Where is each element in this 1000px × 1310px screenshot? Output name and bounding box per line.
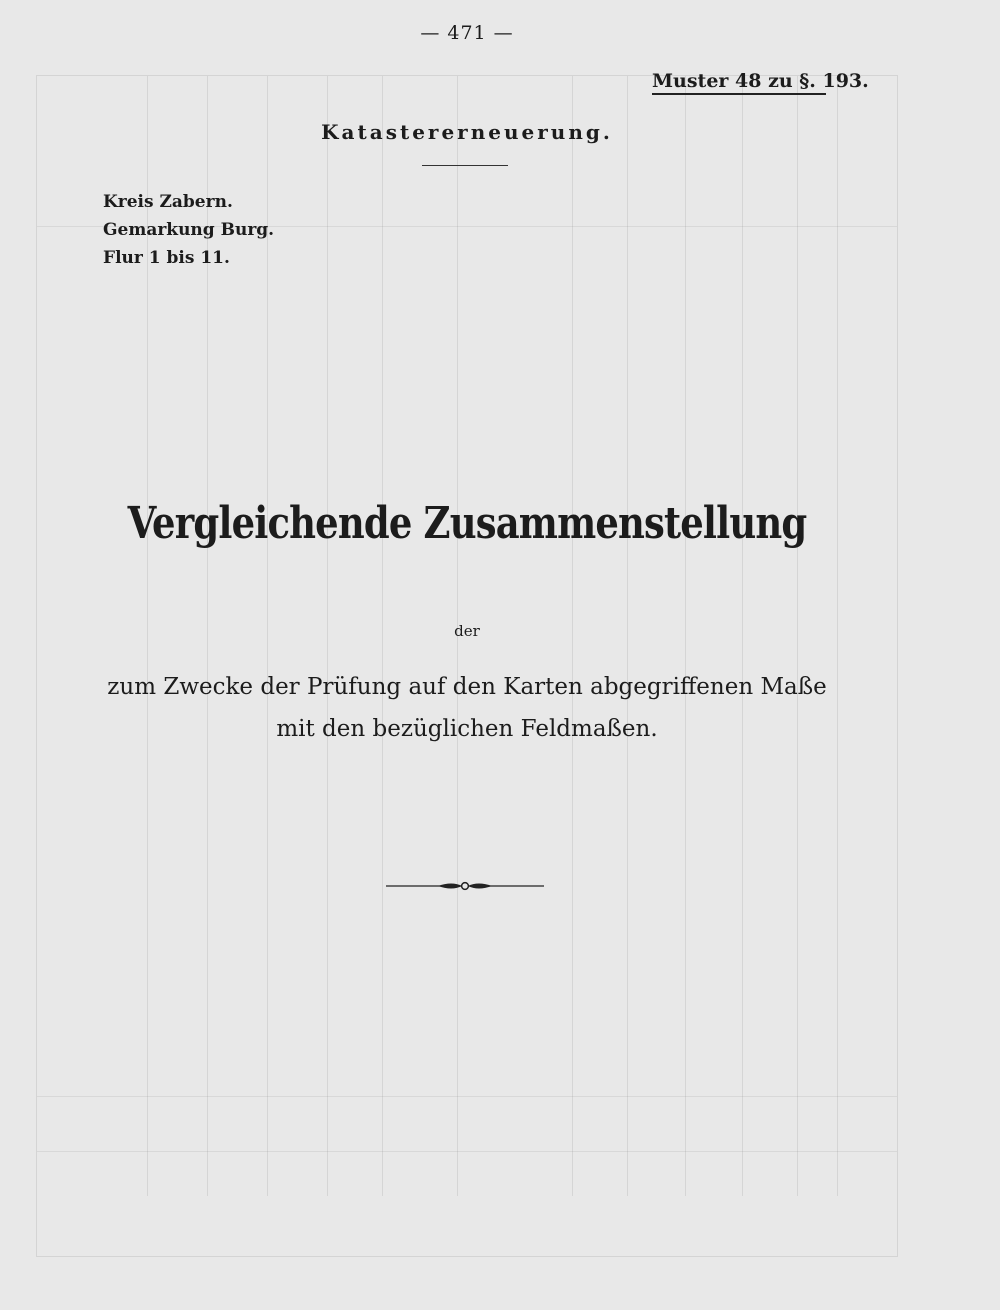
subtitle [0,666,934,750]
subtitle-line-1: zum Zwecke der Prüfung auf den Karten abgegriffenen Maße [107,674,827,700]
main-title: Vergleichende Zusammenstellung [127,498,807,549]
title-underline [422,165,508,166]
municipality-label: Gemarkung Burg. [103,220,275,240]
ornamental-divider [386,876,544,896]
page-number: — 471 — [420,22,514,44]
connector-word: der [454,622,480,640]
form-reference: Muster 48 zu §. 193. [652,70,826,95]
document-metadata [103,188,274,272]
district-label: Kreis Zabern. [103,192,233,212]
parcels-label: Flur 1 bis 11. [103,248,230,268]
subtitle-line-2: mit den bezüglichen Feldmaßen. [276,716,658,742]
section-title: Katastererneuerung. [321,120,613,144]
